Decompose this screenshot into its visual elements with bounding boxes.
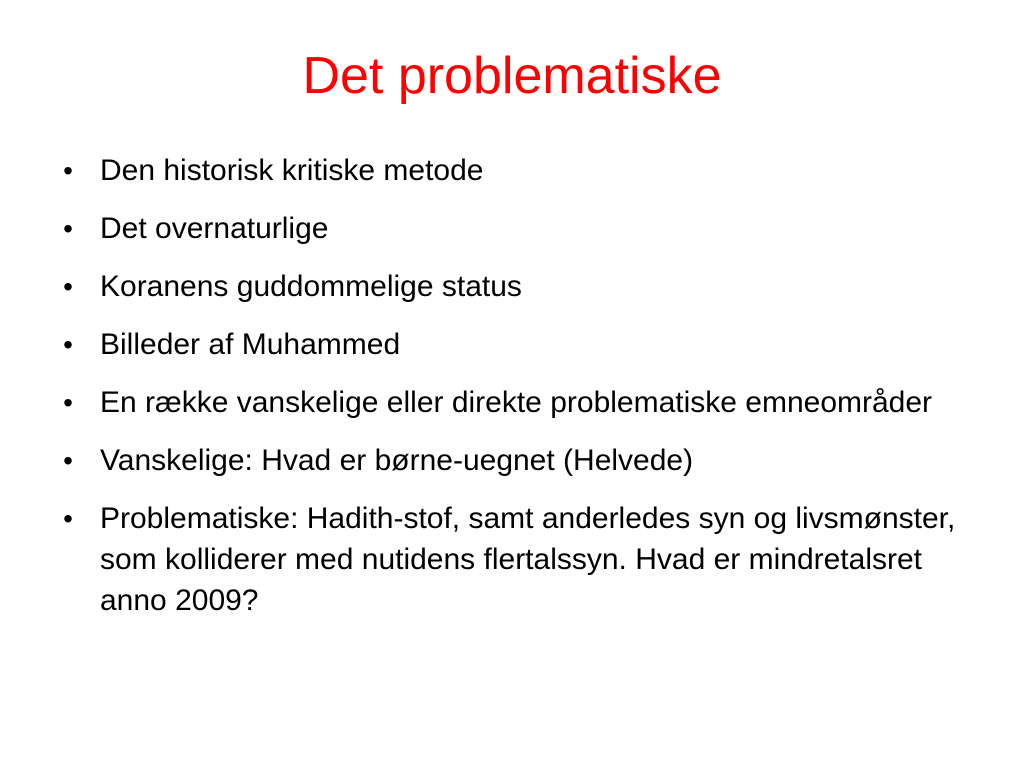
bullet-text: Det overnaturlige (100, 212, 329, 245)
bullet-icon: • (63, 387, 73, 418)
bullet-icon: • (63, 445, 73, 476)
bullet-icon: • (63, 213, 73, 244)
bullet-text: Den historisk kritiske metode (100, 154, 484, 187)
bullet-text: Billeder af Muhammed (100, 328, 401, 361)
bullet-item (58, 440, 978, 481)
bullet-text: Koranens guddommelige status (100, 270, 522, 303)
slide-title: Det problematiske (302, 47, 722, 105)
bullet-item (58, 266, 978, 307)
bullet-icon: • (63, 329, 73, 360)
bullet-text: Problematiske: Hadith-stof, samt anderledes syn og livsmønster, som kolliderer med nutidens flertalssyn. Hvad er mindretalsret anno 2009? (100, 502, 956, 617)
bullet-icon: • (63, 503, 73, 534)
bullet-list (58, 150, 978, 638)
bullet-item (58, 150, 978, 191)
bullet-text: En række vanskelige eller direkte problematiske emneområder (100, 386, 933, 419)
bullet-item (58, 498, 978, 621)
bullet-item (58, 208, 978, 249)
bullet-text: Vanskelige: Hvad er børne-uegnet (Helvede) (100, 444, 694, 477)
bullet-icon: • (63, 155, 73, 186)
bullet-icon: • (63, 271, 73, 302)
bullet-item (58, 382, 978, 423)
bullet-item (58, 324, 978, 365)
